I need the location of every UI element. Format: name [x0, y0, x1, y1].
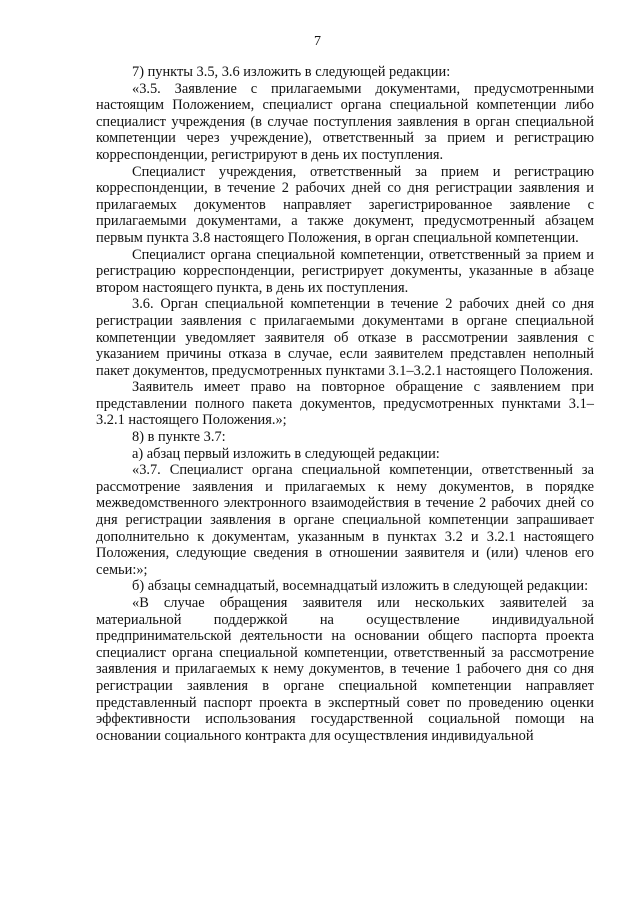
- paragraph-subitem-b: б) абзацы семнадцатый, восемнадцатый изложить в следующей редакции:: [132, 578, 589, 595]
- paragraph-clause-3-6: 3.6. Орган специальной компетенции в течение 2 рабочих дней со дня регистрации заявления с прилагаемыми документами в органе специальной компетенции уведомляет заявителя об отказе в рассмотрении заявления с указанием причины отказа в случае, если заявителем представлен неполный пакет документов, предусмотренных пунктами 3.1–3.2.1 настоящего Положения.: [96, 296, 594, 379]
- paragraph-authority-specialist: Специалист органа специальной компетенции, ответственный за прием и регистрацию корреспонденции, регистрирует документы, указанные в абзаце втором настоящего пункта, в день их поступления.: [96, 246, 594, 296]
- paragraph-repeat-application: Заявитель имеет право на повторное обращение с заявлением при представлении полного пакета документов, предусмотренных пунктами 3.1–3.2.1 настоящего Положения.»;: [96, 379, 594, 429]
- paragraph-joint-application: «В случае обращения заявителя или нескольких заявителей за материальной поддержкой на осуществление индивидуальной предпринимательской деятельности на основании общего паспорта проекта специалист органа специальной компетенции, ответственный за рассмотрение заявления и прилагаемых к нему документов, в течение 1 рабочего дня со дня регистрации заявления в органе специальной компетенции направляет представленный паспорт проекта в экспертный совет по проведению оценки эффективности использования государственной социальной помощи на основании социального контракта для осуществления индивидуальной: [96, 595, 594, 744]
- paragraph-clause-3-7: «3.7. Специалист органа специальной компетенции, ответственный за рассмотрение заявления и прилагаемых к нему документов, в порядке межведомственного электронного взаимодействия в течение 2 рабочих дней со дня регистрации заявления в органе специальной компетенции запрашивает дополнительно к документам, указанным в пунктах 3.2 и 3.2.1 настоящего Положения, следующие сведения в отношении заявителя и (или) членов его семьи:»;: [96, 462, 594, 578]
- paragraph-item-8: 8) в пункте 3.7:: [132, 429, 226, 446]
- document-body: [96, 64, 594, 744]
- paragraph-institution-specialist: Специалист учреждения, ответственный за прием и регистрацию корреспонденции, в течение 2 рабочих дней со дня регистрации заявления и прилагаемых документов направляет зарегистрированное заявление с прилагаемыми документами, а также документ, предусмотренный абзацем первым пункта 3.8 настоящего Положения, в орган специальной компетенции.: [96, 163, 594, 246]
- paragraph-clause-3-5: «3.5. Заявление с прилагаемыми документами, предусмотренными настоящим Положением, специалист органа специальной компетенции либо специалист учреждения (в случае поступления заявления в орган специальной компетенции через учреждение), ответственный за прием и регистрацию корреспонденции, регистрируют в день их поступления.: [96, 80, 594, 163]
- paragraph-subitem-a: а) абзац первый изложить в следующей редакции:: [132, 445, 440, 462]
- page-number: 7: [314, 34, 321, 49]
- paragraph-item-7: 7) пункты 3.5, 3.6 изложить в следующей редакции:: [132, 64, 451, 80]
